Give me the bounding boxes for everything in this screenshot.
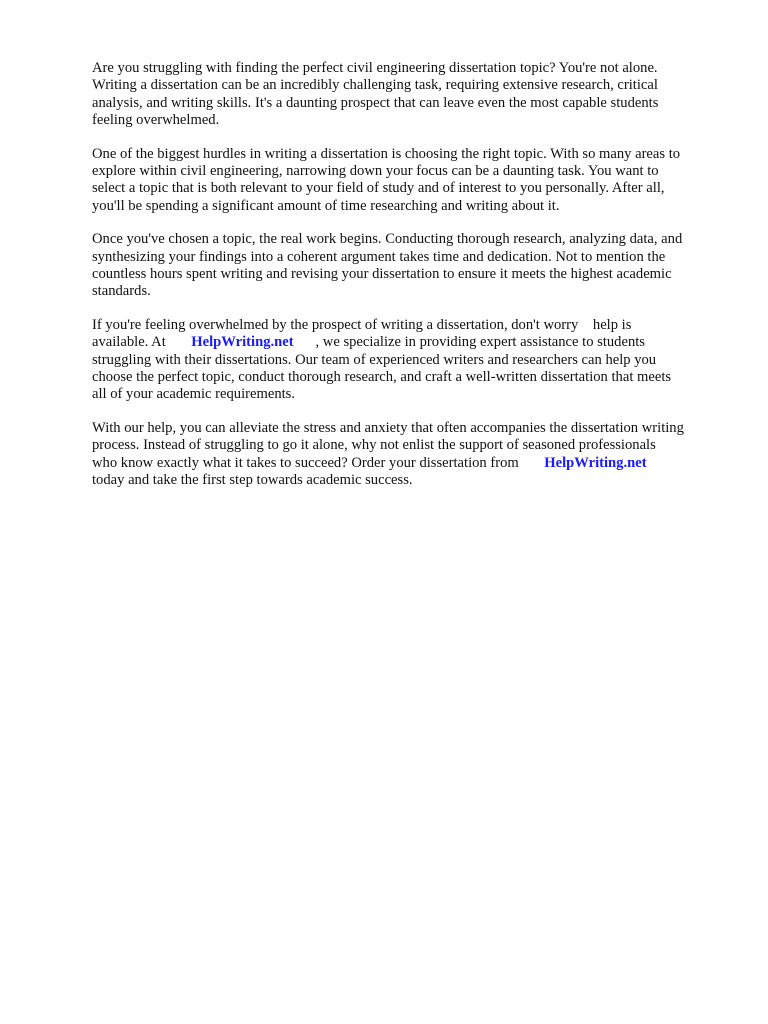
text-line: With our help, you can alleviate the stress and anxiety that often accompanies the dissertation writing bbox=[92, 420, 684, 437]
text-line: all of your academic requirements. bbox=[92, 386, 296, 403]
text-segment: who know exactly what it takes to succeed? Order your dissertation from bbox=[92, 454, 545, 471]
paragraph-research bbox=[92, 231, 728, 300]
text-line: analysis, and writing skills. It's a daunting prospect that can leave even the most capable students bbox=[92, 94, 659, 111]
text-segment: available. At bbox=[92, 334, 192, 351]
text-line bbox=[92, 455, 728, 472]
text-line bbox=[92, 334, 728, 351]
helpwriting-link[interactable]: HelpWriting.net bbox=[191, 334, 294, 351]
paragraph-help bbox=[92, 317, 728, 403]
text-line: struggling with their dissertations. Our team of experienced writers and researchers can help you bbox=[92, 351, 657, 368]
text-line: select a topic that is both relevant to your field of study and of interest to you personally. After all, bbox=[92, 180, 665, 197]
text-line: explore within civil engineering, narrowing down your focus can be a daunting task. You want to bbox=[92, 162, 659, 179]
text-line: Are you struggling with finding the perfect civil engineering dissertation topic? You're not alone. bbox=[92, 60, 658, 76]
text-line: countless hours spent writing and revising your dissertation to ensure it meets the highest academic bbox=[92, 265, 672, 282]
text-line: Writing a dissertation can be an incredibly challenging task, requiring extensive research, critical bbox=[92, 77, 658, 94]
text-line: Once you've chosen a topic, the real work begins. Conducting thorough research, analyzing data, and bbox=[92, 231, 683, 248]
helpwriting-link[interactable]: HelpWriting.net bbox=[544, 454, 647, 471]
text-line: you'll be spending a significant amount of time researching and writing about it. bbox=[92, 197, 560, 214]
paragraph-intro bbox=[92, 60, 728, 129]
text-line: choose the perfect topic, conduct thorough research, and craft a well-written dissertation that meets bbox=[92, 368, 672, 385]
paragraph-topic bbox=[92, 146, 728, 215]
text-line: If you're feeling overwhelmed by the prospect of writing a dissertation, don't worry help is bbox=[92, 317, 632, 334]
document-body bbox=[92, 60, 728, 506]
text-line: process. Instead of struggling to go it alone, why not enlist the support of seasoned professionals bbox=[92, 437, 656, 454]
text-line: One of the biggest hurdles in writing a dissertation is choosing the right topic. With so many areas to bbox=[92, 145, 681, 162]
text-line: standards. bbox=[92, 283, 151, 300]
text-line: feeling overwhelmed. bbox=[92, 111, 220, 128]
paragraph-closing bbox=[92, 420, 728, 489]
text-line: synthesizing your findings into a coherent argument takes time and dedication. Not to mention the bbox=[92, 248, 666, 265]
text-line: today and take the first step towards academic success. bbox=[92, 471, 413, 488]
text-segment: , we specialize in providing expert assistance to students bbox=[293, 334, 645, 351]
